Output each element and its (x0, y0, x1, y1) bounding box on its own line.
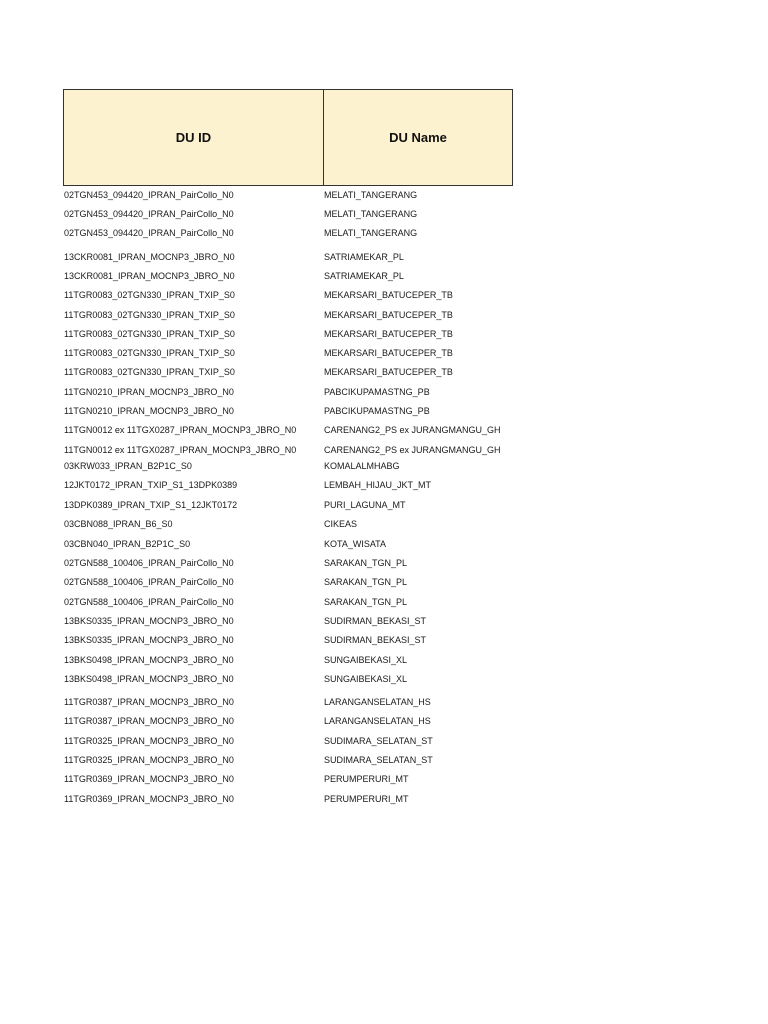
table-row[interactable] (63, 695, 513, 709)
table-row[interactable] (63, 250, 513, 264)
cell-du-name[interactable]: SUNGAIBEKASI_XL (324, 655, 408, 665)
cell-du-name[interactable]: SATRIAMEKAR_PL (324, 271, 404, 281)
table-row[interactable] (63, 734, 513, 748)
cell-du-name[interactable]: CARENANG2_PS ex JURANGMANGU_GH (324, 445, 501, 455)
cell-du-name[interactable]: MEKARSARI_BATUCEPER_TB (324, 290, 453, 300)
cell-du-name[interactable]: MELATI_TANGERANG (324, 190, 418, 200)
table-row[interactable] (63, 633, 513, 647)
cell-du-name[interactable]: SUDIMARA_SELATAN_ST (324, 755, 433, 765)
cell-du-name[interactable]: SUDIMARA_SELATAN_ST (324, 736, 433, 746)
cell-du-name[interactable]: PURI_LAGUNA_MT (324, 500, 406, 510)
table-row[interactable] (63, 327, 513, 341)
cell-du-id[interactable]: 11TGN0012 ex 11TGX0287_IPRAN_MOCNP3_JBRO_N0 (64, 425, 297, 435)
table-row[interactable] (63, 498, 513, 512)
cell-du-id[interactable]: 11TGN0210_IPRAN_MOCNP3_JBRO_N0 (64, 387, 234, 397)
cell-du-id[interactable]: 02TGN453_094420_IPRAN_PairCollo_N0 (64, 209, 234, 219)
table-row[interactable] (63, 346, 513, 360)
cell-du-name[interactable]: LEMBAH_HIJAU_JKT_MT (324, 480, 432, 490)
cell-du-id[interactable]: 11TGR0387_IPRAN_MOCNP3_JBRO_N0 (64, 716, 234, 726)
spreadsheet-table (63, 89, 513, 804)
column-header-du-name[interactable]: DU Name (389, 130, 447, 145)
cell-du-name[interactable]: MEKARSARI_BATUCEPER_TB (324, 348, 453, 358)
table-row[interactable] (63, 459, 513, 473)
table-row[interactable] (63, 517, 513, 531)
cell-du-id[interactable]: 02TGN453_094420_IPRAN_PairCollo_N0 (64, 228, 234, 238)
cell-du-id[interactable]: 11TGR0387_IPRAN_MOCNP3_JBRO_N0 (64, 697, 234, 707)
cell-du-id[interactable]: 13BKS0498_IPRAN_MOCNP3_JBRO_N0 (64, 674, 234, 684)
table-row[interactable] (63, 575, 513, 589)
table-row[interactable] (63, 772, 513, 786)
cell-du-name[interactable]: MEKARSARI_BATUCEPER_TB (324, 329, 453, 339)
column-header-du-id[interactable]: DU ID (64, 90, 324, 185)
cell-du-id[interactable]: 11TGR0083_02TGN330_IPRAN_TXIP_S0 (64, 290, 235, 300)
cell-du-id[interactable]: 02TGN588_100406_IPRAN_PairCollo_N0 (64, 558, 234, 568)
cell-du-id[interactable]: 11TGR0369_IPRAN_MOCNP3_JBRO_N0 (64, 774, 234, 784)
cell-du-id[interactable]: 11TGR0369_IPRAN_MOCNP3_JBRO_N0 (64, 794, 234, 804)
table-row[interactable] (63, 269, 513, 283)
cell-du-name[interactable]: LARANGANSELATAN_HS (324, 697, 431, 707)
table-row[interactable] (63, 595, 513, 609)
cell-du-id[interactable]: 11TGN0012 ex 11TGX0287_IPRAN_MOCNP3_JBRO_N0 (64, 445, 297, 455)
cell-du-id[interactable]: 02TGN453_094420_IPRAN_PairCollo_N0 (64, 190, 234, 200)
cell-du-name[interactable]: SARAKAN_TGN_PL (324, 597, 408, 607)
table-row[interactable] (63, 672, 513, 686)
cell-du-name[interactable]: LARANGANSELATAN_HS (324, 716, 431, 726)
table-row[interactable] (63, 614, 513, 628)
cell-du-name[interactable]: PERUMPERURI_MT (324, 794, 409, 804)
cell-du-name[interactable]: PABCIKUPAMASTNG_PB (324, 387, 430, 397)
table-row[interactable] (63, 714, 513, 728)
cell-du-id[interactable]: 03CBN088_IPRAN_B6_S0 (64, 519, 173, 529)
cell-du-name[interactable]: CARENANG2_PS ex JURANGMANGU_GH (324, 425, 501, 435)
cell-du-id[interactable]: 13CKR0081_IPRAN_MOCNP3_JBRO_N0 (64, 271, 235, 281)
cell-du-name[interactable]: SUDIRMAN_BEKASI_ST (324, 635, 427, 645)
cell-du-id[interactable]: 12JKT0172_IPRAN_TXIP_S1_13DPK0389 (64, 480, 238, 490)
cell-du-name[interactable]: SARAKAN_TGN_PL (324, 558, 408, 568)
table-row[interactable] (63, 288, 513, 302)
table-row[interactable] (63, 478, 513, 492)
cell-du-id[interactable]: 13DPK0389_IPRAN_TXIP_S1_12JKT0172 (64, 500, 238, 510)
table-row[interactable] (63, 537, 513, 551)
cell-du-name[interactable]: MELATI_TANGERANG (324, 209, 418, 219)
cell-du-id[interactable]: 11TGR0083_02TGN330_IPRAN_TXIP_S0 (64, 367, 235, 377)
cell-du-id[interactable]: 03KRW033_IPRAN_B2P1C_S0 (64, 461, 192, 471)
cell-du-id[interactable]: 11TGR0083_02TGN330_IPRAN_TXIP_S0 (64, 310, 235, 320)
cell-du-name[interactable]: KOTA_WISATA (324, 539, 387, 549)
table-row[interactable] (63, 365, 513, 379)
table-row[interactable] (63, 792, 513, 806)
cell-du-name[interactable]: SUNGAIBEKASI_XL (324, 674, 408, 684)
cell-du-id[interactable]: 13CKR0081_IPRAN_MOCNP3_JBRO_N0 (64, 252, 235, 262)
cell-du-name[interactable]: SATRIAMEKAR_PL (324, 252, 404, 262)
cell-du-name[interactable]: MELATI_TANGERANG (324, 228, 418, 238)
table-row[interactable] (63, 753, 513, 767)
table-row[interactable] (63, 207, 513, 221)
cell-du-id[interactable]: 11TGR0083_02TGN330_IPRAN_TXIP_S0 (64, 348, 235, 358)
cell-du-name[interactable]: MEKARSARI_BATUCEPER_TB (324, 367, 453, 377)
cell-du-id[interactable]: 11TGR0325_IPRAN_MOCNP3_JBRO_N0 (64, 736, 234, 746)
cell-du-id[interactable]: 13BKS0335_IPRAN_MOCNP3_JBRO_N0 (64, 616, 234, 626)
cell-du-name[interactable]: KOMALALMHABG (324, 461, 400, 471)
cell-du-name[interactable]: SUDIRMAN_BEKASI_ST (324, 616, 427, 626)
cell-du-id[interactable]: 13BKS0498_IPRAN_MOCNP3_JBRO_N0 (64, 655, 234, 665)
cell-du-id[interactable]: 03CBN040_IPRAN_B2P1C_S0 (64, 539, 191, 549)
cell-du-id[interactable]: 02TGN588_100406_IPRAN_PairCollo_N0 (64, 577, 234, 587)
table-row[interactable] (63, 404, 513, 418)
cell-du-name[interactable]: MEKARSARI_BATUCEPER_TB (324, 310, 453, 320)
table-row[interactable] (63, 188, 513, 202)
table-row[interactable] (63, 443, 513, 457)
table-row[interactable] (63, 308, 513, 322)
cell-du-id[interactable]: 11TGN0210_IPRAN_MOCNP3_JBRO_N0 (64, 406, 234, 416)
cell-du-name[interactable]: SARAKAN_TGN_PL (324, 577, 408, 587)
cell-du-name[interactable]: CIKEAS (324, 519, 358, 529)
cell-du-id[interactable]: 11TGR0083_02TGN330_IPRAN_TXIP_S0 (64, 329, 235, 339)
table-row[interactable] (63, 423, 513, 437)
cell-du-name[interactable]: PERUMPERURI_MT (324, 774, 409, 784)
cell-du-id[interactable]: 02TGN588_100406_IPRAN_PairCollo_N0 (64, 597, 234, 607)
cell-du-name[interactable]: PABCIKUPAMASTNG_PB (324, 406, 430, 416)
table-header-row (63, 89, 513, 186)
cell-du-id[interactable]: 13BKS0335_IPRAN_MOCNP3_JBRO_N0 (64, 635, 234, 645)
table-row[interactable] (63, 653, 513, 667)
table-row[interactable] (63, 226, 513, 240)
table-row[interactable] (63, 385, 513, 399)
table-row[interactable] (63, 556, 513, 570)
cell-du-id[interactable]: 11TGR0325_IPRAN_MOCNP3_JBRO_N0 (64, 755, 234, 765)
